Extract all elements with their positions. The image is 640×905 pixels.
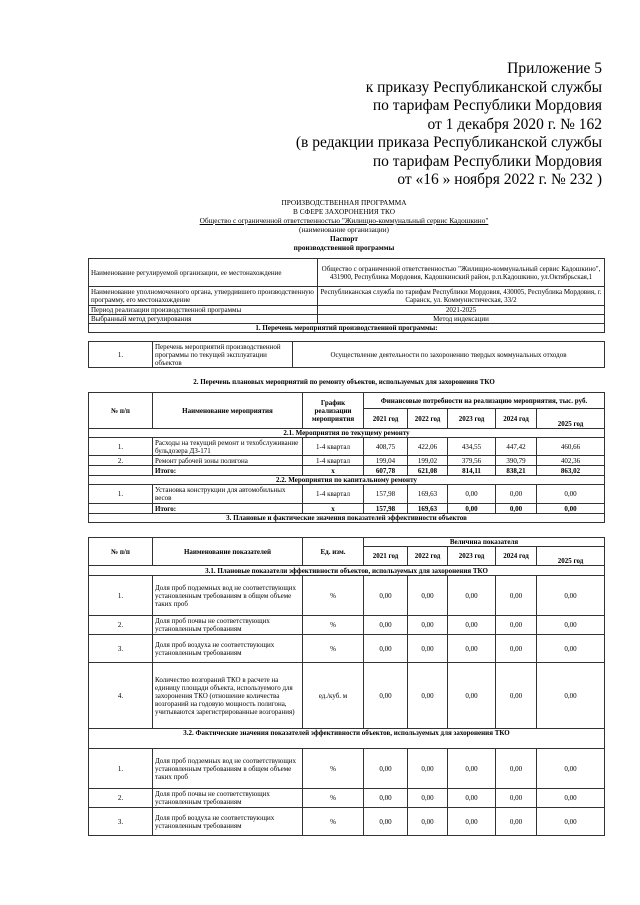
section1-title: 1. Перечень мероприятий производственной программы:	[89, 324, 605, 333]
row-name: Доля проб почвы не соответствующих установленным требованиям	[153, 616, 303, 635]
row-label: Перечень мероприятий производственной программы по текущей эксплуатации объектов	[153, 342, 293, 368]
row-value: 0,00	[408, 635, 448, 663]
passport-row	[89, 315, 605, 324]
row-schedule: 1-4 квартал	[303, 485, 364, 504]
total-value: 863,02	[537, 466, 605, 476]
row-schedule: 1-4 квартал	[303, 438, 364, 456]
row-unit: %	[303, 808, 364, 836]
passport-table	[88, 258, 605, 333]
total-row	[89, 466, 605, 476]
row-value: 0,00	[448, 749, 496, 789]
row-value: 0,00	[448, 576, 496, 616]
program-title: ПРОИЗВОДСТВЕННАЯ ПРОГРАММА	[281, 198, 407, 207]
row-number: 1.	[89, 576, 153, 616]
table-row	[89, 616, 605, 635]
row-number: 1.	[89, 342, 153, 368]
row-value: 422,06	[408, 438, 448, 456]
section1-row	[89, 342, 605, 368]
row-unit: %	[303, 789, 364, 808]
passport-row	[89, 259, 605, 287]
passport-value: 2021-2025	[318, 306, 605, 315]
header-unit: Ед. изм.	[303, 538, 364, 566]
total-value: 0,00	[537, 504, 605, 514]
row-unit: %	[303, 635, 364, 663]
row-value: 0,00	[537, 485, 605, 504]
row-name: Доля проб подземных вод не соответствующих установленным требованиям в общем объеме таких проб	[153, 576, 303, 616]
row-value: 0,00	[364, 808, 408, 836]
row-schedule: 1-4 квартал	[303, 456, 364, 466]
organization-caption: (наименование организации)	[299, 225, 389, 234]
header-needs: Финансовые потребности на реализацию мероприятия, тыс. руб.	[364, 393, 605, 409]
row-number: 3.	[89, 808, 153, 836]
row-value: 0,00	[408, 616, 448, 635]
passport-subtitle: производственной программы	[293, 243, 395, 252]
row-unit: %	[303, 616, 364, 635]
total-value: 0,00	[496, 504, 537, 514]
passport-title: Паспорт	[330, 234, 358, 243]
row-number: 2.	[89, 456, 153, 466]
header-year: 2023 год	[448, 547, 496, 566]
row-value: Осуществление деятельности по захоронению твердых коммунальных отходов	[293, 342, 605, 368]
row-value: 0,00	[537, 635, 605, 663]
row-value: 0,00	[496, 749, 537, 789]
appendix-line: Приложение 5	[507, 60, 602, 77]
header-schedule: График реализации мероприятия	[303, 393, 364, 429]
appendix-line: по тарифам Республики Мордовия	[372, 152, 602, 170]
appendix-line: (в редакции приказа Республиканской службы	[295, 134, 602, 151]
passport-value: Общество с ограниченной ответственностью "Жилищно-коммунальный сервис Кадошкино", 431900, Республика Мордовия, Кадошкинский район, р.п.Кадошкино, ул.Октябрьская,1	[318, 259, 605, 287]
row-value: 0,00	[408, 789, 448, 808]
row-value: 0,00	[537, 576, 605, 616]
header-year: 2023 год	[448, 409, 496, 429]
row-value: 390,79	[496, 456, 537, 466]
row-value: 0,00	[537, 789, 605, 808]
appendix-line: к приказу Республиканской службы	[365, 78, 602, 96]
total-value: 814,11	[448, 466, 496, 476]
row-value: 0,00	[537, 808, 605, 836]
header-year: 2024 год	[496, 409, 537, 429]
row-value: 402,36	[537, 456, 605, 466]
row-name: Доля проб подземных вод не соответствующих установленным требованиям в общем объеме таких проб	[153, 749, 303, 789]
section3-title: 3. Плановые и фактические значения показателей эффективности объектов	[89, 514, 605, 523]
row-value: 0,00	[496, 485, 537, 504]
row-value: 0,00	[448, 808, 496, 836]
table-row	[89, 635, 605, 663]
table-row	[89, 749, 605, 789]
row-value: 0,00	[364, 635, 408, 663]
row-name: Доля проб почвы не соответствующих установленным требованиям	[153, 789, 303, 808]
row-number: 2.	[89, 789, 153, 808]
header-year: 2021 год	[364, 409, 408, 429]
appendix-line: по тарифам Республики Мордовия	[372, 97, 602, 114]
row-value: 0,00	[496, 616, 537, 635]
appendix-header	[282, 60, 602, 190]
subsection-title: 2.2. Мероприятия по капитальному ремонту	[89, 476, 605, 485]
passport-label: Период реализации производственной программы	[89, 306, 318, 315]
row-value: 447,42	[496, 438, 537, 456]
header-year: 2021 год	[364, 547, 408, 566]
row-value: 199,02	[408, 456, 448, 466]
row-name: Количество возгораний ТКО в расчете на единицу площади объекта, используемого для захоронения ТКО (отношение количества возгораний на годовую мощность полигона, учитываются зарегистрированные возгорания)	[153, 663, 303, 729]
passport-label: Наименование регулируемой организации, ее местонахождение	[89, 259, 318, 287]
row-value: 0,00	[364, 789, 408, 808]
total-schedule: х	[303, 504, 364, 514]
subsection-title: 3.1. Плановые показатели эффективности объектов, используемых для захоронения ТКО	[89, 566, 605, 576]
total-value: 157,98	[364, 504, 408, 514]
total-value: 621,08	[408, 466, 448, 476]
row-value: 408,75	[364, 438, 408, 456]
header-year: 2025 год	[537, 409, 605, 429]
table-row	[89, 485, 605, 504]
section1-table	[88, 341, 605, 368]
table-row	[89, 663, 605, 729]
row-number: 2.	[89, 616, 153, 635]
row-name: Расходы на текущий ремонт и техобслуживание бульдозера ДЗ-171	[153, 438, 303, 456]
row-name: Установка конструкции для автомобильных весов	[153, 485, 303, 504]
row-value: 0,00	[364, 576, 408, 616]
row-unit: %	[303, 749, 364, 789]
row-value: 0,00	[408, 663, 448, 729]
row-value: 0,00	[496, 789, 537, 808]
passport-value: Республиканская служба по тарифам Республики Мордовия, 430005, Республика Мордовия, г. Саранск, ул. Коммунистическая, 33/2	[318, 287, 605, 306]
row-value: 0,00	[448, 485, 496, 504]
program-title-block	[84, 198, 604, 252]
row-value: 0,00	[537, 663, 605, 729]
row-name: Доля проб воздуха не соответствующих установленным требованиям	[153, 808, 303, 836]
table-row	[89, 808, 605, 836]
row-value: 460,66	[537, 438, 605, 456]
total-row	[89, 504, 605, 514]
header-name: Наименование показателей	[153, 538, 303, 566]
row-value: 0,00	[496, 808, 537, 836]
table-row	[89, 576, 605, 616]
appendix-line: от «16 » ноября 2022 г. № 232 )	[397, 171, 602, 188]
row-value: 0,00	[537, 616, 605, 635]
row-value: 0,00	[537, 749, 605, 789]
total-schedule: х	[303, 466, 364, 476]
row-value: 379,56	[448, 456, 496, 466]
passport-label: Наименование уполномоченного органа, утвердившего производственную программу, его местонахождение	[89, 287, 318, 306]
passport-row	[89, 306, 605, 315]
row-number: 1.	[89, 749, 153, 789]
total-value: 838,21	[496, 466, 537, 476]
row-value: 0,00	[448, 663, 496, 729]
passport-row	[89, 287, 605, 306]
header-year: 2022 год	[408, 547, 448, 566]
row-name: Доля проб воздуха не соответствующих установленным требованиям	[153, 635, 303, 663]
repair-plan-table	[88, 392, 605, 523]
header-year: 2022 год	[408, 409, 448, 429]
row-number: 1.	[89, 438, 153, 456]
row-value: 0,00	[496, 663, 537, 729]
row-value: 0,00	[364, 749, 408, 789]
row-value: 199,04	[364, 456, 408, 466]
row-value: 0,00	[448, 789, 496, 808]
table-row	[89, 456, 605, 466]
row-value: 0,00	[448, 635, 496, 663]
subsection-title: 3.2. Фактические значения показателей эффективности объектов, используемых для захоронения ТКО	[89, 729, 605, 749]
row-number: 4.	[89, 663, 153, 729]
header-year: 2024 год	[496, 547, 537, 566]
total-label: Итого:	[153, 466, 303, 476]
subsection-title: 2.1. Мероприятия по текущему ремонту	[89, 429, 605, 438]
row-value: 0,00	[448, 616, 496, 635]
row-value: 169,63	[408, 485, 448, 504]
total-value: 607,78	[364, 466, 408, 476]
row-unit: %	[303, 576, 364, 616]
efficiency-indicators-table	[88, 537, 605, 836]
passport-value: Метод индексации	[318, 315, 605, 324]
table-row	[89, 789, 605, 808]
row-value: 0,00	[496, 635, 537, 663]
organization-name: Общество с ограниченной ответственностью "Жилищно-коммунальный сервис Кадошкино"	[199, 216, 489, 225]
row-value: 0,00	[496, 576, 537, 616]
row-number: 3.	[89, 635, 153, 663]
row-value: 0,00	[364, 663, 408, 729]
row-number: 1.	[89, 485, 153, 504]
row-value: 0,00	[408, 749, 448, 789]
row-value: 0,00	[408, 576, 448, 616]
row-name: Ремонт рабочей зоны полигона	[153, 456, 303, 466]
row-value: 434,55	[448, 438, 496, 456]
table-row	[89, 438, 605, 456]
row-value: 0,00	[408, 808, 448, 836]
appendix-line: от 1 декабря 2020 г. № 162	[427, 115, 602, 133]
header-year: 2025 год	[537, 547, 605, 566]
total-value: 169,63	[408, 504, 448, 514]
header-value: Величина показателя	[364, 538, 605, 547]
header-num: № п/п	[89, 538, 153, 566]
row-value: 0,00	[364, 616, 408, 635]
passport-label: Выбранный метод регулирования	[89, 315, 318, 324]
header-num: № п/п	[89, 393, 153, 429]
total-value: 0,00	[448, 504, 496, 514]
section2-title: 2. Перечень плановых мероприятий по ремонту объектов, используемых для захоронения ТКО	[193, 378, 495, 386]
total-label: Итого:	[153, 504, 303, 514]
program-subtitle: В СФЕРЕ ЗАХОРОНЕНИЯ ТКО	[293, 207, 395, 216]
row-unit: ед./куб. м	[303, 663, 364, 729]
header-name: Наименование мероприятия	[153, 393, 303, 429]
row-value: 157,98	[364, 485, 408, 504]
